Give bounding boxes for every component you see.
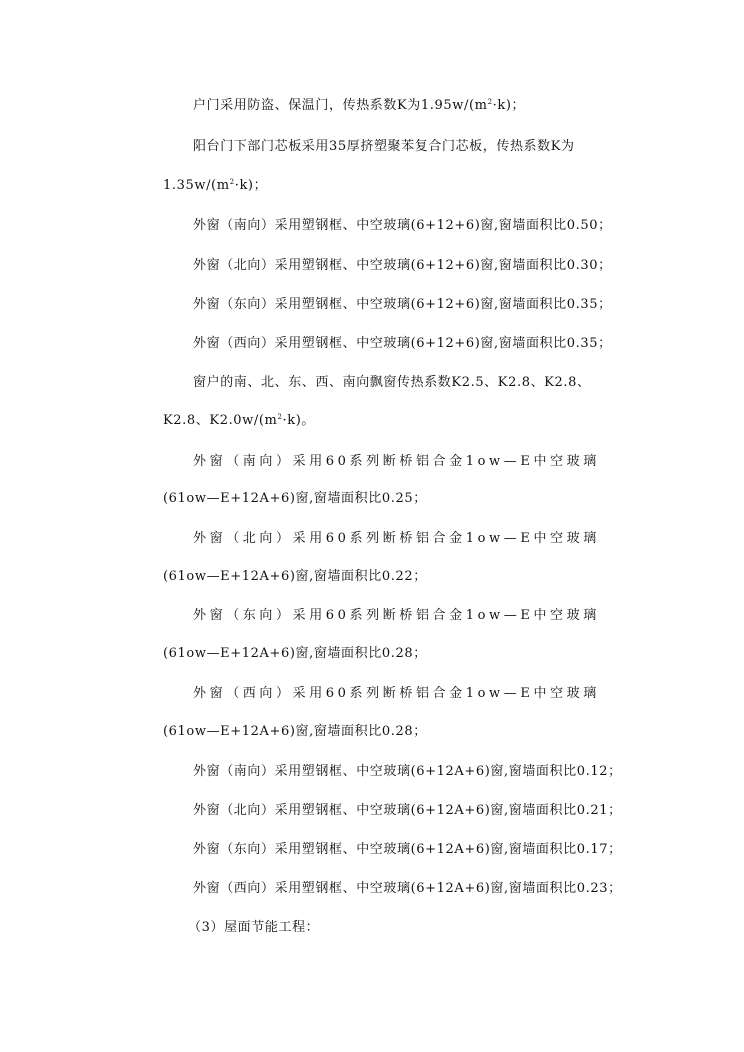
paragraph-door-insulation: 户门采用防盗、保温门，传热系数K为$1.95w/(m^2\cdot k)$； bbox=[193, 98, 526, 113]
paragraph-window-north-2-line2: (61ow—E+12A+6)窗,窗墙面积比0.22； bbox=[163, 569, 427, 584]
paragraph-window-west-2-line1: 外窗（西向）采用60系列断桥铝合金1ow—E中空玻璃 bbox=[193, 686, 600, 701]
paragraph-window-east-2-line2: (61ow—E+12A+6)窗,窗墙面积比0.28； bbox=[163, 646, 427, 661]
paragraph-window-south-1: 外窗（南向）采用塑钢框、中空玻璃(6+12+6)窗,窗墙面积比0.50； bbox=[193, 218, 612, 233]
paragraph-window-south-2-line2: (61ow—E+12A+6)窗,窗墙面积比0.25； bbox=[163, 491, 427, 506]
paragraph-window-east-1: 外窗（东向）采用塑钢框、中空玻璃(6+12+6)窗,窗墙面积比0.35； bbox=[193, 297, 612, 312]
paragraph-window-east-3: 外窗（东向）采用塑钢框、中空玻璃(6+12A+6)窗,窗墙面积比0.17； bbox=[193, 842, 622, 857]
paragraph-balcony-door-line1: 阳台门下部门芯板采用35厚挤塑聚苯复合门芯板，传热系数K为 bbox=[193, 139, 575, 154]
paragraph-balcony-door-line2: $1.35w/(m^2\cdot k)$； bbox=[163, 178, 268, 193]
paragraph-window-north-3: 外窗（北向）采用塑钢框、中空玻璃(6+12A+6)窗,窗墙面积比0.21； bbox=[193, 803, 622, 818]
section-heading-roof-energy: （3）屋面节能工程： bbox=[188, 920, 320, 935]
paragraph-window-west-2-line2: (61ow—E+12A+6)窗,窗墙面积比0.28； bbox=[163, 724, 427, 739]
paragraph-bay-window-line1: 窗户的南、北、东、西、南向飘窗传热系数K2.5、K2.8、K2.8、 bbox=[193, 375, 591, 390]
paragraph-window-south-2-line1: 外窗（南向）采用60系列断桥铝合金1ow—E中空玻璃 bbox=[193, 454, 600, 469]
paragraph-window-north-1: 外窗（北向）采用塑钢框、中空玻璃(6+12+6)窗,窗墙面积比0.30； bbox=[193, 258, 612, 273]
paragraph-window-west-3: 外窗（西向）采用塑钢框、中空玻璃(6+12A+6)窗,窗墙面积比0.23； bbox=[193, 881, 622, 896]
paragraph-window-east-2-line1: 外窗（东向）采用60系列断桥铝合金1ow—E中空玻璃 bbox=[193, 608, 600, 623]
paragraph-window-south-3: 外窗（南向）采用塑钢框、中空玻璃(6+12A+6)窗,窗墙面积比0.12； bbox=[193, 764, 622, 779]
paragraph-bay-window-line2: K2.8、$K2.0w/(m^2\cdot k)$。 bbox=[163, 413, 316, 428]
paragraph-window-north-2-line1: 外窗（北向）采用60系列断桥铝合金1ow—E中空玻璃 bbox=[193, 531, 600, 546]
paragraph-window-west-1: 外窗（西向）采用塑钢框、中空玻璃(6+12+6)窗,窗墙面积比0.35； bbox=[193, 336, 612, 351]
